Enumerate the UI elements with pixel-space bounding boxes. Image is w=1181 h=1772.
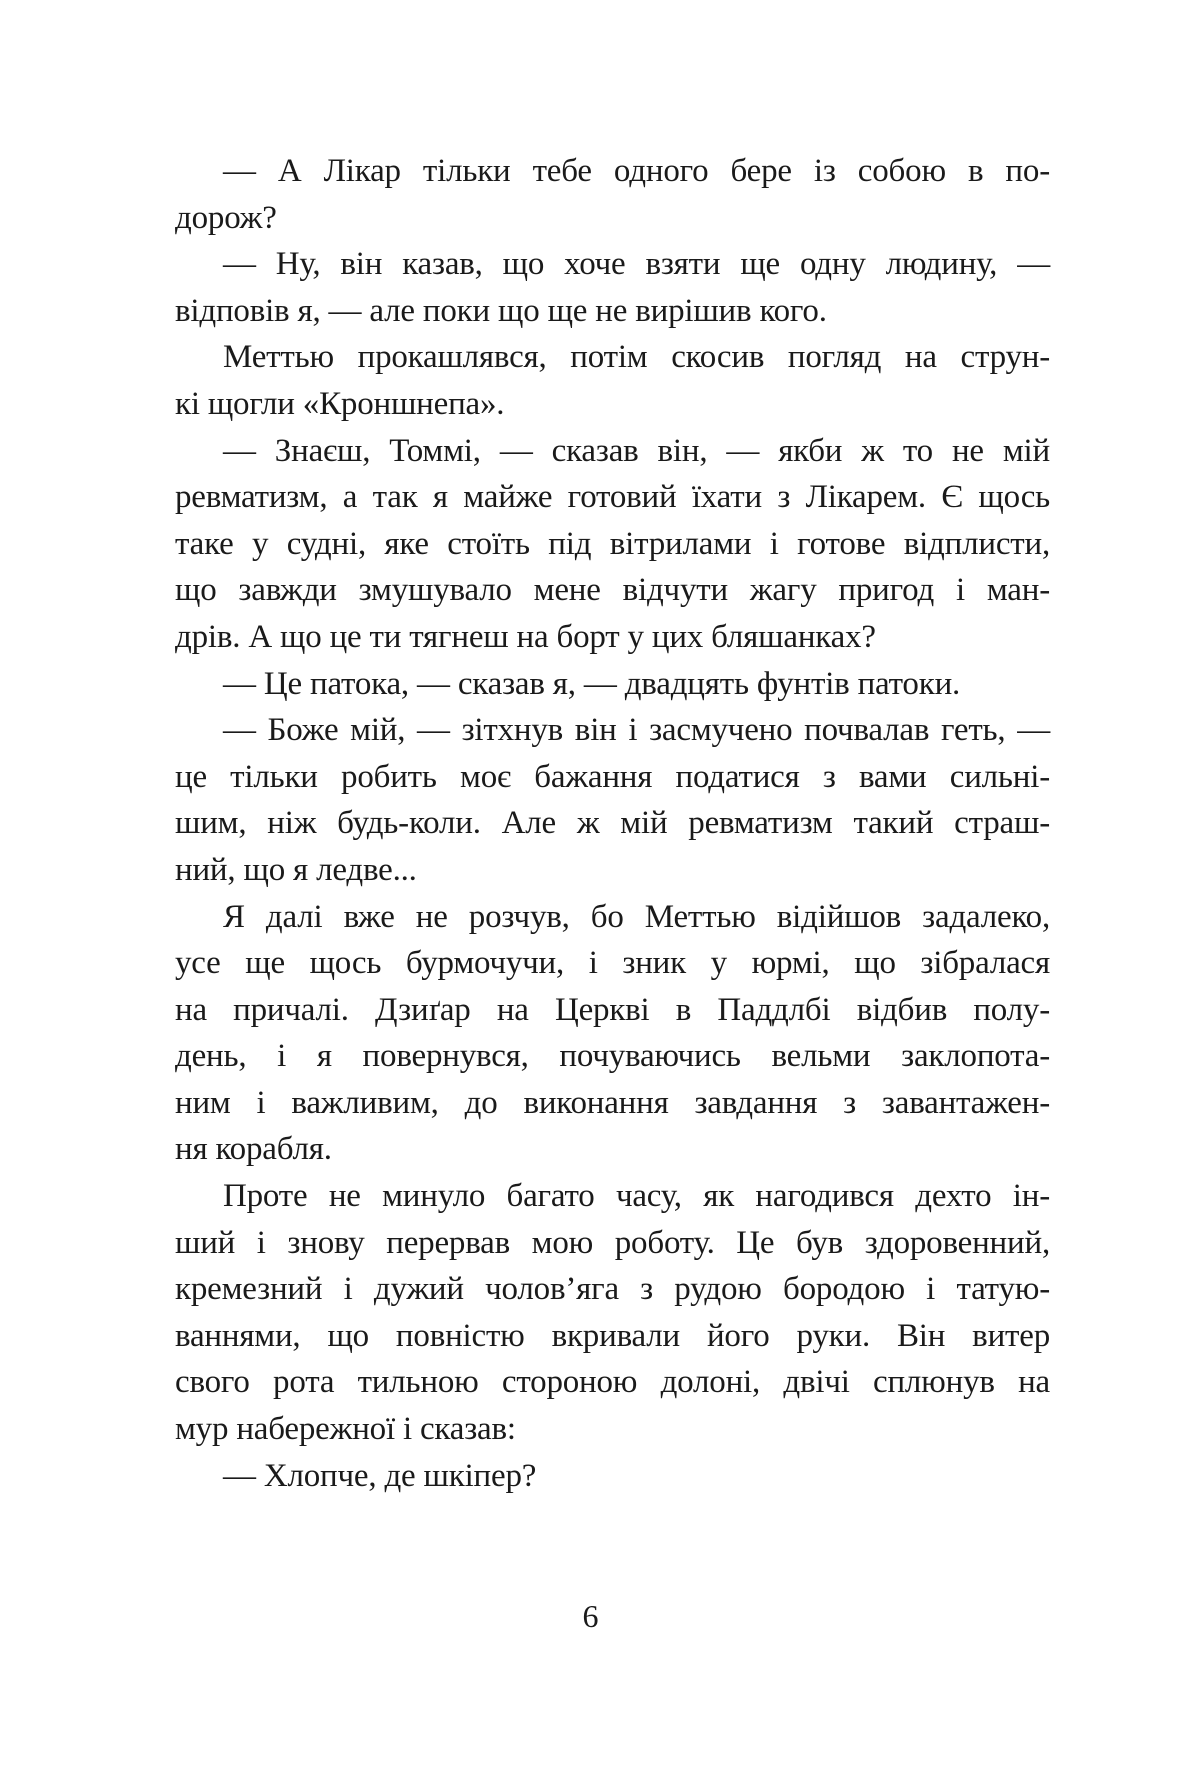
text-line: на причалі. Дзиґар на Церкві в Паддлбі відбив полу- — [175, 991, 1050, 1028]
text-line: Я далі вже не розчув, бо Меттью відійшов задалеко, — [223, 898, 1050, 935]
text-line: дрів. А що це ти тягнеш на борт у цих бляшанках? — [175, 618, 876, 655]
text-line: — А Лікар тільки тебе одного бере із собою в по- — [223, 153, 1050, 189]
page-number: 6 — [582, 1598, 599, 1634]
text-line: це тільки робить моє бажання податися з вами сильні- — [175, 758, 1050, 795]
text-line: кі щогли «Кроншнепа». — [175, 385, 505, 422]
text-line: ваннями, що повністю вкривали його руки. Він витер — [175, 1317, 1050, 1354]
text-line: Меттью прокашлявся, потім скосив погляд на струн- — [223, 339, 1050, 376]
text-line: таке у судні, яке стоїть під вітрилами і готове відплисти, — [175, 525, 1050, 562]
text-line: — Ну, він казав, що хоче взяти ще одну людину, — — [223, 246, 1050, 283]
text-line: дорож? — [175, 199, 277, 236]
text-line: — Це патока, — сказав я, — двадцять фунтів патоки. — [223, 665, 961, 702]
text-line: свого рота тильною стороною долоні, двічі сплюнув на — [175, 1364, 1050, 1401]
page-body — [175, 148, 1050, 1499]
text-line: — Хлопче, де шкіпер? — [223, 1457, 537, 1494]
text-line: шим, ніж будь-коли. Але ж мій ревматизм такий страш- — [175, 805, 1050, 842]
text-line: день, і я повернувся, почуваючись вельми заклопота- — [175, 1038, 1050, 1075]
text-line: що завжди змушувало мене відчути жагу пригод і ман- — [175, 572, 1050, 609]
text-line: — Знаєш, Томмі, — сказав він, — якби ж то не мій — [223, 432, 1050, 469]
text-line: ня корабля. — [175, 1131, 332, 1168]
text-line: ний, що я ледве... — [175, 851, 417, 888]
text-line: ним і важливим, до виконання завдання з завантажен- — [175, 1084, 1050, 1121]
text-line: Проте не минуло багато часу, як нагодився дехто ін- — [223, 1178, 1050, 1215]
text-line: усе ще щось бурмочучи, і зник у юрмі, що зібралася — [175, 945, 1050, 982]
text-line: ший і знову перервав мою роботу. Це був здоровенний, — [175, 1224, 1050, 1261]
text-line: кремезний і дужий чолов’яга з рудою бородою і татую- — [175, 1271, 1050, 1308]
text-line: відповів я, — але поки що ще не вирішив кого. — [175, 292, 827, 329]
text-line: — Боже мій, — зітхнув він і засмучено почвалав геть, — — [223, 712, 1050, 749]
text-line: ревматизм, а так я майже готовий їхати з Лікарем. Є щось — [175, 479, 1050, 516]
text-line: мур набережної і сказав: — [175, 1411, 516, 1448]
